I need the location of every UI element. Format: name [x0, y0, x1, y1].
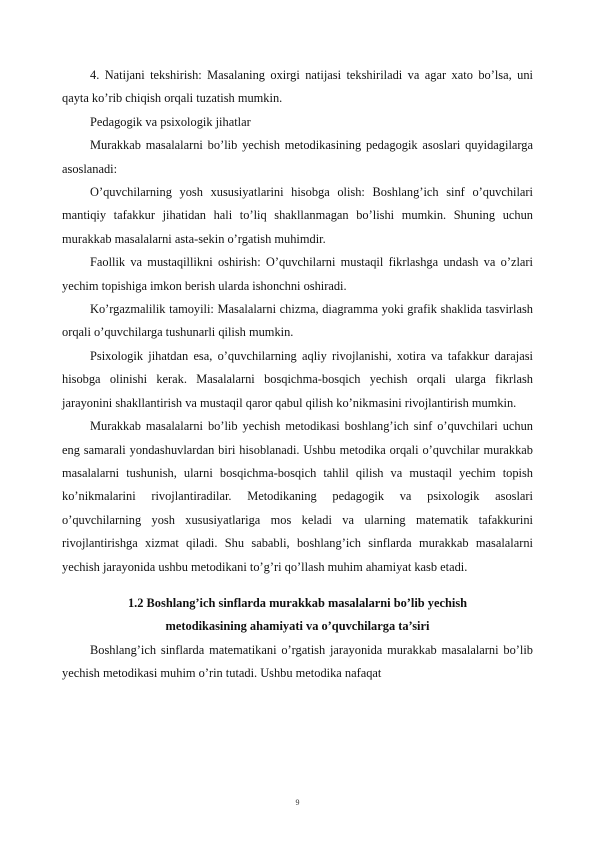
section-heading-line-1: 1.2 Boshlang’ich sinflarda murakkab masalalarni bo’lib yechish: [127, 595, 468, 610]
paragraph-visualization: Ko’rgazmalilik tamoyili: Masalalarni chizma, diagramma yoki grafik shaklida tasvirlash orqali o’quvchilarga tushunarli qilish mumkin.: [62, 302, 533, 340]
paragraph-foundations: Murakkab masalalarni bo’lib yechish metodikasining pedagogik asoslari quyidagilarga asoslanadi:: [62, 138, 533, 176]
document-page: [62, 64, 533, 686]
paragraph-subheading: Pedagogik va psixologik jihatlar: [90, 114, 251, 129]
paragraph-age-features: O’quvchilarning yosh xususiyatlarini hisobga olish: Boshlang’ich sinf o’quvchilari mantiqiy tafakkur jihatidan hali to’liq shakllanmagan bo’lishi mumkin. Shuning uchun murakkab masalalarni asta-sekin o’rgatish muhimdir.: [62, 185, 533, 246]
paragraph-section-intro: Boshlang’ich sinflarda matematikani o’rgatish jarayonida murakkab masalalarni bo’lib yechish metodikasi muhim o’rin tutadi. Ushbu metodika nafaqat: [62, 642, 533, 681]
paragraph-check-result: 4. Natijani tekshirish: Masalaning oxirgi natijasi tekshiriladi va agar xato bo’lsa, uni qayta ko’rib chiqish orqali tuzatish mumkin.: [62, 68, 533, 106]
page-number: 9: [295, 798, 300, 807]
paragraph-independence: Faollik va mustaqillikni oshirish: O’quvchilarni mustaqil fikrlashga undash va o’zlari yechim topishiga imkon berish ularda ishonchni oshiradi.: [62, 255, 533, 293]
paragraph-psychology: Psixologik jihatdan esa, o’quvchilarning aqliy rivojlanishi, xotira va tafakkur darajasi hisobga olinishi kerak. Masalalarni bosqichma-bosqich yechish orqali ularga fikrlash jarayonini shakllantirish va mustaqil qaror qabul qilish ko’nikmasini rivojlantirish mumkin.: [62, 348, 533, 410]
section-heading-line-2: metodikasining ahamiyati va o’quvchilarga ta’siri: [165, 619, 430, 634]
paragraph-conclusion: Murakkab masalalarni bo’lib yechish metodikasi boshlang’ich sinf o’quvchilari uchun eng samarali yondashuvlardan biri hisoblanadi. Ushbu metodika orqali o’quvchilar murakkab masalalarni tushunish, ularni bosqichma-bosqich tahlil qilish va mustaqil yechim topish ko’nikmalarini rivojlantiradilar. Metodikaning pedagogik va psixologik asoslari o’quvchilarning yosh xususiyatlariga mos keladi va ularning matematik tafakkurini rivojlantirishga xizmat qiladi. Shu sababli, boshlang’ich sinflarda murakkab masalalarni yechish jarayonida ushbu metodikani to’g’ri qo’llash muhim ahamiyat kasb etadi.: [62, 419, 533, 574]
